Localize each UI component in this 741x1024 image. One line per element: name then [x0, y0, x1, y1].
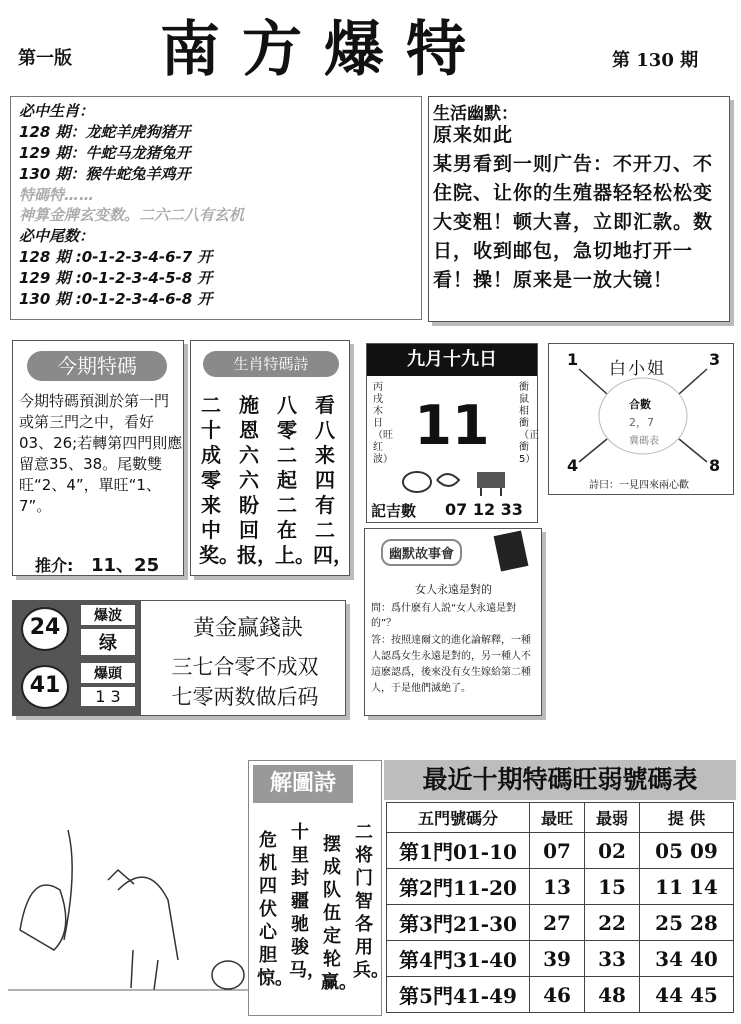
table-cell: 13	[530, 869, 585, 905]
solve-column: 摆成队伍定轮赢。	[321, 834, 357, 993]
animal-illustration	[389, 466, 519, 498]
compass-note: 冀碼表	[629, 436, 659, 447]
calendar-label: 記吉數	[371, 502, 417, 520]
table-row	[387, 833, 734, 869]
compass-poem: 詩曰：一見四來兩心歡	[589, 480, 689, 491]
table-cell: 22	[585, 905, 640, 941]
table-cell: 第3門21-30	[387, 905, 530, 941]
compass-title: 白小姐	[609, 359, 666, 379]
table-cell: 第4門31-40	[387, 941, 530, 977]
table-header: 最弱	[585, 803, 640, 833]
table-cell: 25 28	[640, 905, 734, 941]
story-box	[364, 528, 542, 716]
story-subtitle: 女人永遠是對的	[415, 583, 492, 596]
story-answer: 答：按照達爾文的進化論解釋，一種人認爲女生永遠是對的，另一種人不這麽認爲，後來没有女生嫁給第二種人，于是他們滅絶了。	[371, 635, 531, 694]
gold-title: 黄金赢錢訣	[192, 616, 303, 641]
special-title: 今期特碼	[27, 351, 167, 381]
table-cell: 第5門41-49	[387, 977, 530, 1013]
table-cell: 27	[530, 905, 585, 941]
table-cell: 02	[585, 833, 640, 869]
faded-line: 特碼特……	[19, 186, 95, 204]
gold-value-2: 1 3	[81, 687, 135, 706]
solve-title: 解圖詩	[253, 765, 353, 803]
poem-column: 看八来四有二四，	[313, 393, 353, 567]
gold-label-2: 爆頭	[81, 663, 135, 683]
compass-hedan-numbers: 2，7	[629, 416, 654, 429]
zodiac-box	[10, 96, 422, 320]
table-title: 最近十期特碼旺弱號碼表	[384, 760, 736, 800]
recommend-value: 11、25	[91, 555, 160, 576]
joke-heading: 生活幽默：	[433, 104, 518, 124]
table-cell: 第2門11-20	[387, 869, 530, 905]
compass-num-3: 3	[709, 350, 721, 369]
compass-num-4: 4	[567, 456, 579, 475]
joke-box	[428, 96, 730, 322]
calendar-box	[366, 343, 538, 523]
table-header: 五門號碼分	[387, 803, 530, 833]
recommend-label: 推介:	[35, 556, 74, 575]
gold-line-2: 七零两数做后码	[171, 685, 319, 709]
solve-column: 危机四伏心胆惊。	[257, 830, 293, 989]
solve-column: 二将门智各用兵。	[353, 822, 389, 981]
compass-num-8: 8	[709, 456, 721, 475]
special-box	[12, 340, 184, 576]
table-cell: 33	[585, 941, 640, 977]
zodiac-heading: 必中生肖：	[19, 102, 95, 120]
table-cell: 48	[585, 977, 640, 1013]
poem-column: 八零二起二在上。	[275, 393, 315, 567]
joke-text: 原来如此 某男看到一则广告：不开刀、不住院、让你的生殖器轻轻松松变大变粗！顿大喜，立即汇款。数日，收到邮包，急切地打开一看！操！原来是一放大镜！	[433, 124, 714, 291]
story-question: 問：爲什麽有人説“女人永遠是對的”？	[371, 603, 517, 629]
table-cell: 46	[530, 977, 585, 1013]
table-row	[387, 941, 734, 977]
solve-column: 十里封疆驰骏马，	[289, 822, 325, 981]
giraffe-illustration	[8, 810, 248, 1000]
zodiac-line: 128 期：龙蛇羊虎狗猪开	[19, 123, 191, 141]
solve-box	[248, 760, 389, 1016]
tail-heading: 必中尾数：	[19, 227, 95, 245]
table-cell: 34 40	[640, 941, 734, 977]
gold-badge-2	[13, 659, 141, 715]
table-row	[387, 905, 734, 941]
compass-hedan-label: 合數	[629, 398, 651, 411]
story-title: 幽默故事會	[381, 539, 462, 566]
gold-label-1: 爆波	[81, 605, 135, 625]
zodiac-line: 129 期：牛蛇马龙猪兔开	[19, 144, 191, 162]
table-cell: 39	[530, 941, 585, 977]
table-cell: 07	[530, 833, 585, 869]
table-header: 最旺	[530, 803, 585, 833]
tail-line: 129 期 :0-1-2-3-4-5-8 开	[19, 269, 213, 287]
calendar-numbers: 07 12 33	[445, 500, 523, 519]
book-icon	[494, 530, 529, 571]
gold-line-1: 三七合零不成双	[171, 655, 319, 679]
poem-title: 生肖特碼詩	[203, 351, 339, 377]
gold-num-1: 24	[29, 615, 61, 640]
calendar-left-note: 丙戌木日（旺红波）	[373, 382, 393, 465]
table-header-row	[387, 803, 734, 833]
gold-box	[12, 600, 346, 716]
faded-line: 神算金牌玄变数。二六二八有玄机	[19, 206, 245, 224]
table-row	[387, 869, 734, 905]
gold-value-1: 绿	[81, 629, 135, 655]
calendar-right-note: 衝鼠相衝（正衝5）	[519, 382, 539, 465]
table-header: 提 供	[640, 803, 734, 833]
compass-num-1: 1	[567, 350, 579, 369]
calendar-date: 九月十九日	[367, 344, 537, 376]
table-cell: 15	[585, 869, 640, 905]
edition-label: 第一版	[18, 48, 72, 69]
results-table	[386, 802, 734, 1013]
calendar-number: 11	[414, 394, 490, 457]
poem-column: 二十成零来中奖。	[199, 393, 239, 567]
table-cell: 05 09	[640, 833, 734, 869]
table-cell: 11 14	[640, 869, 734, 905]
compass-box	[548, 343, 734, 495]
zodiac-line: 130 期：猴牛蛇兔羊鸡开	[19, 165, 191, 183]
masthead-title: 南方爆特	[160, 15, 488, 85]
gold-num-2: 41	[29, 673, 61, 698]
gold-badge-1	[13, 601, 141, 660]
table-cell: 44 45	[640, 977, 734, 1013]
tail-line: 130 期 :0-1-2-3-4-6-8 开	[19, 290, 213, 308]
table-cell: 第1門01-10	[387, 833, 530, 869]
poem-box	[190, 340, 353, 576]
table-row	[387, 977, 734, 1013]
poem-column: 施恩六六盼回报，	[237, 393, 277, 567]
issue-label: 第 130 期	[612, 50, 699, 71]
special-text: 今期特碼預測於第一門或第三門之中，看好03、26;若轉第四門則應留意35、38。尾數雙旺“2、4”，單旺“1、7”。	[19, 392, 183, 515]
tail-line: 128 期 :0-1-2-3-4-6-7 开	[19, 248, 213, 266]
